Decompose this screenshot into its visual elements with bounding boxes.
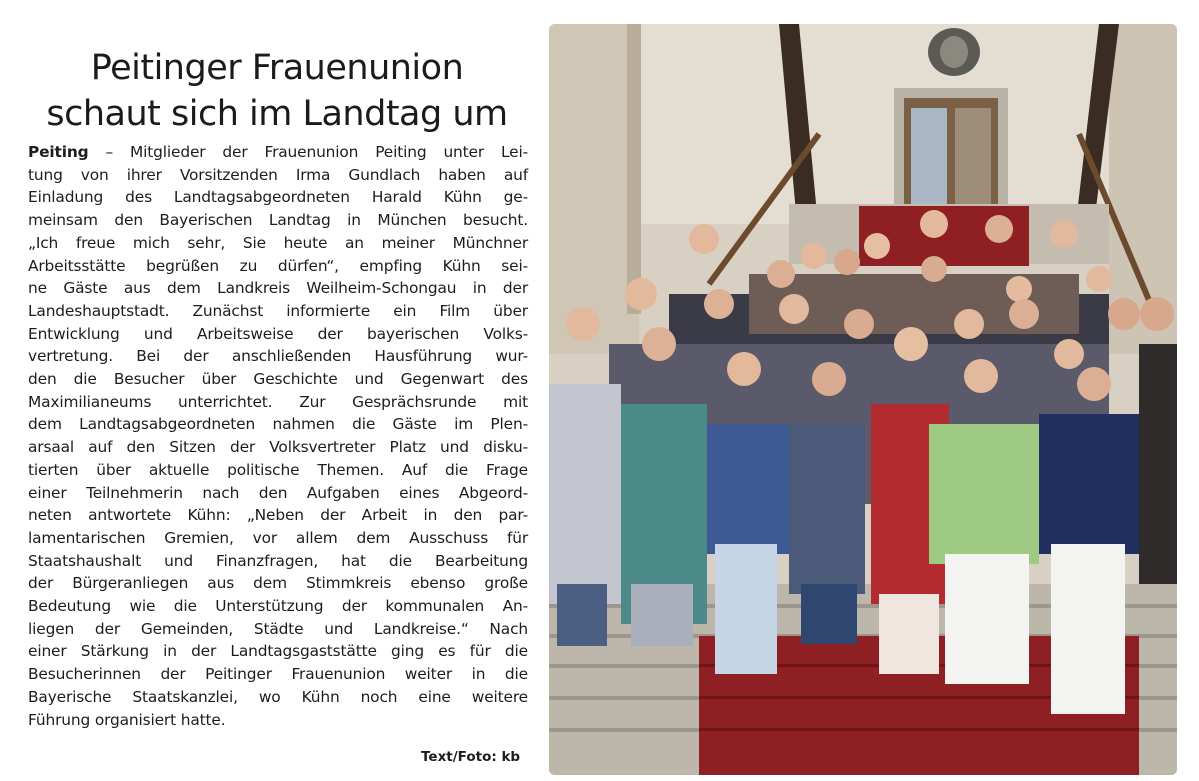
article-line: Entwicklung und Arbeitsweise der bayerischen Volks-	[28, 324, 528, 343]
article-line: Maximilianeums unterrichtet. Zur Gesprächsrunde mit	[28, 392, 528, 411]
article-line: meinsam den Bayerischen Landtag in München besucht.	[28, 211, 528, 230]
article-line: liegen der Gemeinden, Städte und Landkreise.“ Nach	[28, 619, 528, 638]
article-line: der Bürgeranliegen aus dem Stimmkreis ebenso große	[28, 574, 528, 593]
group-photo	[549, 24, 1177, 775]
article-line: Einladung des Landtagsabgeordneten Harald Kühn ge-	[28, 188, 528, 207]
headline-line-2: schaut sich im Landtag um	[46, 94, 508, 135]
photo-credit: Text/Foto: kb	[421, 749, 521, 765]
article-line: tierten über aktuelle politische Themen. Auf die Frage	[28, 460, 528, 479]
doorway	[894, 88, 1008, 210]
article-line: Führung organisiert hatte.	[28, 710, 226, 729]
article-line: Arbeitsstätte begrüßen zu dürfen“, empfing Kühn sei-	[28, 256, 528, 275]
headline	[22, 45, 532, 137]
article-line: „Ich freue mich sehr, Sie heute an meiner Münchner	[28, 233, 528, 252]
article-body	[28, 141, 528, 731]
article-line: ne Gäste aus dem Landkreis Weilheim-Schongau in der	[28, 279, 528, 298]
article-line: einer Teilnehmerin nach den Aufgaben eines Abgeord-	[28, 483, 528, 502]
headline-line-1: Peitinger Frauenunion	[90, 48, 464, 89]
article-line: Staatshaushalt und Finanzfragen, hat die Bearbeitung	[28, 551, 528, 570]
dateline: Peiting	[28, 143, 89, 161]
article-line: einer Stärkung in der Landtagsgaststätte ging es für die	[28, 642, 528, 661]
article-line: lamentarischen Gremien, vor allem dem Ausschuss für	[28, 528, 528, 547]
article-line: den die Besucher über Geschichte und Gegenwart des	[28, 370, 528, 389]
article-line: neten antwortete Kühn: „Neben der Arbeit in den par-	[28, 506, 528, 525]
article-line: arsaal auf den Sitzen der Volksvertreter Platz und disku-	[28, 438, 528, 457]
article-line: Landeshauptstadt. Zunächst informierte ein Film über	[28, 301, 528, 320]
article-line: Peiting – Mitglieder der Frauenunion Peiting unter Lei-	[28, 143, 528, 161]
article-line: tung von ihrer Vorsitzenden Irma Gundlach haben auf	[28, 165, 528, 184]
article-line: vertretung. Bei der anschließenden Hausführung wur-	[28, 347, 528, 366]
crest-icon	[928, 28, 980, 76]
article-line: Besucherinnen der Peitinger Frauenunion weiter in die	[28, 665, 528, 684]
group-photo-illustration	[549, 24, 1177, 775]
article-line: Bayerische Staatskanzlei, wo Kühn noch eine weitere	[28, 687, 528, 706]
article-line: Bedeutung wie die Unterstützung der kommunalen An-	[28, 597, 528, 616]
article-line: dem Landtagsabgeordneten nahmen die Gäste im Plen-	[28, 415, 528, 434]
